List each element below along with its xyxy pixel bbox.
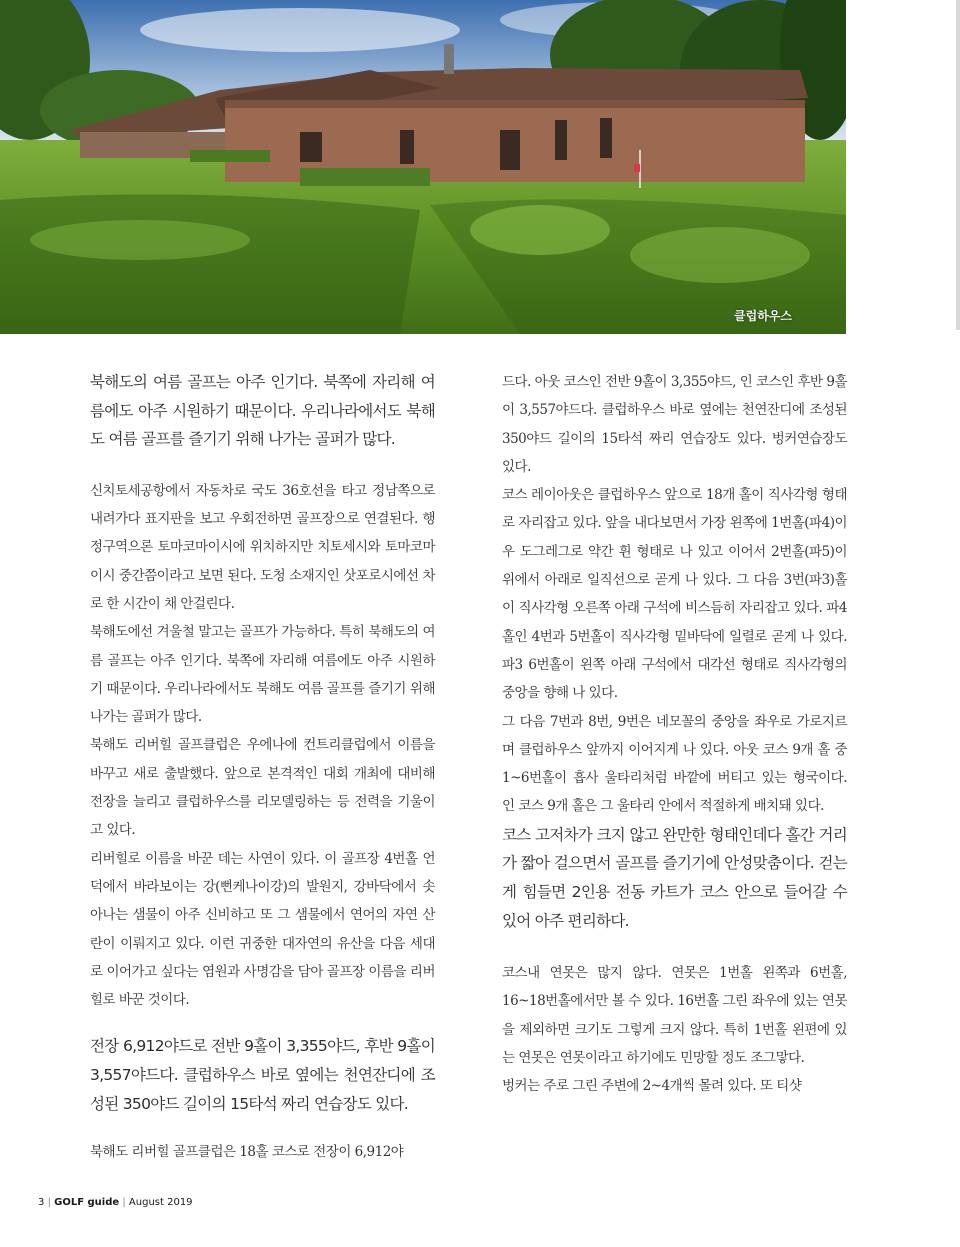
body-paragraph: 신치토세공항에서 자동차로 국도 36호선을 타고 정남쪽으로 내려가다 표지판을 보고 우회전하면 골프장으로 연결된다. 행정구역으론 토마코마이시에 위치하지만 치토세시와 토마코마이시 중간쯤이라고 보면 된다. 도청 소재지인 삿포로시에선 차로 한 시간이 채 안걸린다. <box>90 482 435 612</box>
body-paragraph: 코스내 연못은 많지 않다. 연못은 1번홀 왼쪽과 6번홀, 16~18번홀에서만 볼 수 있다. 16번홀 그린 좌우에 있는 연못을 제외하면 크기도 그렇게 크지 않다. 특히 1번홀 왼편에 있는 연못은 연못이라고 하기에도 민망할 정도 조그맣다. <box>502 965 847 1067</box>
magazine-name: GOLF guide <box>54 1197 120 1208</box>
clubhouse-photo <box>0 0 846 334</box>
clubhouse-illustration <box>0 0 846 334</box>
body-paragraph: 리버힐로 이름을 바꾼 데는 사연이 있다. 이 골프장 4번홀 언덕에서 바라보이는 강(뻔케나이강)의 발원지, 강바닥에서 솟아나는 샘물이 아주 신비하고 또 그 샘물에서 연어의 자연 산란이 이뤄지고 있다. 이런 귀중한 대자연의 유산을 다음 세대로 이어가고 싶다는 염원과 사명감을 담아 골프장 이름을 리버힐로 바꾼 것이다. <box>90 850 435 1009</box>
pull-paragraph: 코스 고저차가 크지 않고 완만한 형태인데다 홀간 거리가 짧아 걸으면서 골프를 즐기기에 안성맞춤이다. 걷는 게 힘들면 2인용 전동 카트가 코스 안으로 들어갈 수 있어 아주 편리하다. <box>502 825 847 930</box>
body-paragraph: 코스 레이아웃은 클럽하우스 앞으로 18개 홀이 직사각형 형태로 자리잡고 있다. 앞을 내다보면서 가장 왼쪽에 1번홀(파4)이 우 도그레그로 약간 휜 형태로 나 있고 이어서 2번홀(파5)이 위에서 아래로 일직선으로 곧게 나 있다. 그 다음 3번(파3)홀이 직사각형 오른쪽 아래 구석에 비스듬히 자리잡고 있다. 파4홀인 4번과 5번홀이 직사각형 밑바닥에 일렬로 곧게 나 있다. 파3 6번홀이 왼쪽 아래 구석에서 대각선 형태로 직사각형의 중앙을 향해 나 있다. <box>502 487 847 702</box>
body-paragraph: 그 다음 7번과 8번, 9번은 네모꼴의 중앙을 좌우로 가로지르며 클럽하우스 앞까지 이어지게 나 있다. 아웃 코스 9개 홀 중 1~6번홀이 흡사 울타리처럼 바깥에 버티고 있는 형국이다. 인 코스 9개 홀은 그 울타리 안에서 적절하게 배치돼 있다. <box>502 713 847 815</box>
right-column <box>502 368 847 1101</box>
body-paragraph: 벙커는 주로 그린 주변에 2~4개씩 몰려 있다. 또 티샷 <box>502 1078 802 1095</box>
footer-separator: | <box>122 1197 126 1208</box>
left-column <box>90 368 435 1167</box>
photo-caption: 클럽하우스 <box>734 309 792 323</box>
pull-paragraph: 전장 6,912야드로 전반 9홀이 3,355야드, 후반 9홀이 3,557야드다. 클럽하우스 바로 옆에는 천연잔디에 조성된 350야드 길이의 15타석 짜리 연습장도 있다. <box>90 1037 435 1113</box>
page-footer <box>38 1197 193 1208</box>
body-paragraph: 북해도 리버힐 골프클럽은 우에나에 컨트리클럽에서 이름을 바꾸고 새로 출발했다. 앞으로 본격적인 대회 개최에 대비해 전장을 늘리고 클럽하우스를 리모델링하는 등 전력을 기울이고 있다. <box>90 737 435 839</box>
body-paragraph: 북해도 리버힐 골프클럽은 18홀 코스로 전장이 6,912야 <box>90 1144 404 1161</box>
page-number: 3 <box>38 1197 45 1208</box>
issue-date: August 2019 <box>128 1197 193 1208</box>
footer-separator: | <box>47 1197 51 1208</box>
body-paragraph: 드다. 아웃 코스인 전반 9홀이 3,355야드, 인 코스인 후반 9홀이 3,557야드다. 클럽하우스 바로 옆에는 천연잔디에 조성된 350야드 길이의 15타석 짜리 연습장도 있다. 벙커연습장도 있다. <box>502 374 847 475</box>
body-paragraph: 북해도에선 겨울철 말고는 골프가 가능하다. 특히 북해도의 여름 골프는 아주 인기다. 북쪽에 자리해 여름에도 아주 시원하기 때문이다. 우리나라에서도 북해도 여름 골프를 즐기기 위해 나가는 골퍼가 많다. <box>90 624 435 726</box>
intro-paragraph: 북해도의 여름 골프는 아주 인기다. 북쪽에 자리해 여름에도 아주 시원하기 때문이다. 우리나라에서도 북해도 여름 골프를 즐기기 위해 나가는 골퍼가 많다. <box>90 373 435 449</box>
page-edge-divider <box>956 0 960 330</box>
